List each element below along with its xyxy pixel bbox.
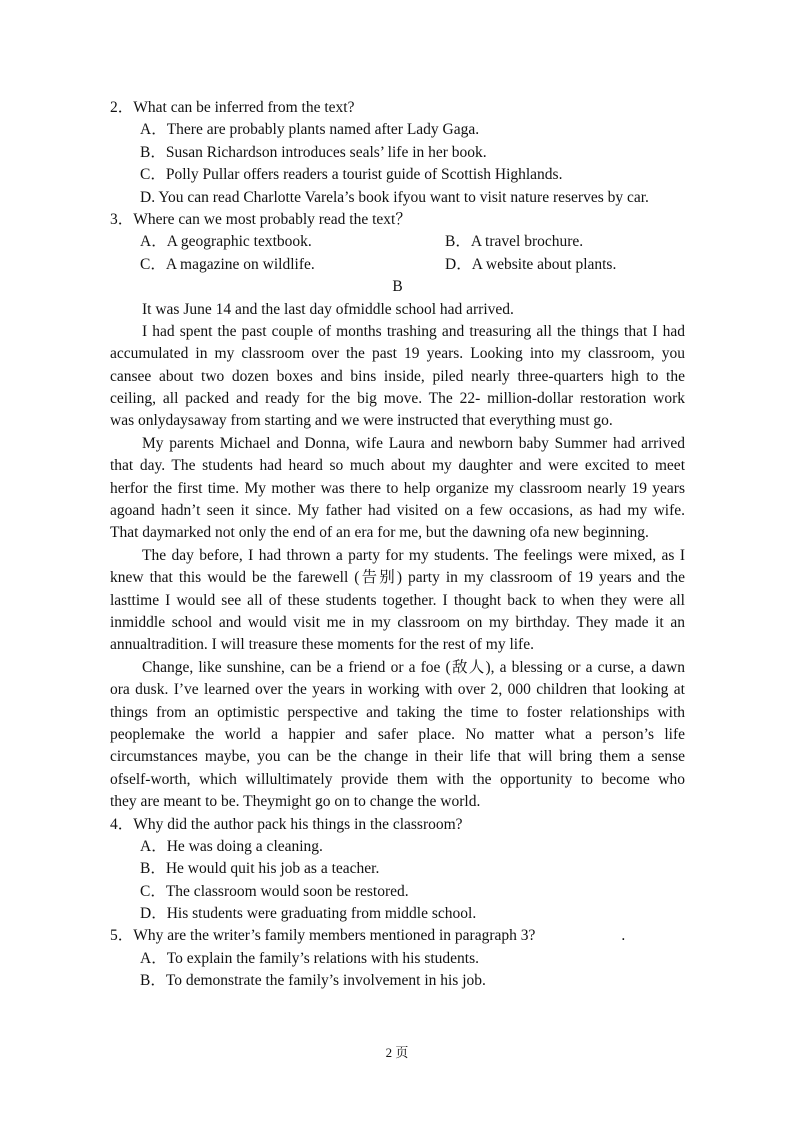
- passage-line: inmiddle school and would visit me in my classroom on my birthday. They made it an: [110, 613, 685, 631]
- question-2-stem: 2．What can be inferred from the text?: [110, 99, 355, 116]
- question-3-option-d: D．A website about plants.: [445, 255, 617, 273]
- question-5-stem: 5．Why are the writer’s family members mentioned in paragraph 3?: [110, 927, 536, 945]
- question-5-stem-tail: .: [621, 927, 626, 945]
- question-3-options-row-2: [110, 254, 685, 276]
- passage-line: lasttime I would see all of these students together. I thought back to when they were all: [110, 591, 685, 609]
- question-5-row: [110, 925, 685, 947]
- passage-line: The day before, I had thrown a party for my students. The feelings were mixed, as I: [142, 546, 685, 564]
- question-2-option-b: B．Susan Richardson introduces seals’ life in her book.: [140, 143, 487, 161]
- page-number: 2 页: [385, 1045, 409, 1060]
- question-4-option-b: B．He would quit his job as a teacher.: [140, 860, 380, 878]
- passage-line: I had spent the past couple of months trashing and treasuring all the things that I had: [142, 322, 685, 340]
- question-5-option-a: A．To explain the family’s relations with his students.: [140, 949, 480, 967]
- question-2-option-d: D. You can read Charlotte Varela’s book ifyou want to visit nature reserves by car.: [140, 188, 649, 206]
- question-4-option-c: C．The classroom would soon be restored.: [140, 882, 409, 900]
- question-4-option-a: A．He was doing a cleaning.: [140, 837, 323, 855]
- passage-line: they are meant to be. Theymight go on to change the world.: [110, 793, 481, 811]
- question-2-option-a: A．There are probably plants named after Lady Gaga.: [140, 121, 480, 139]
- passage-heading: B: [392, 278, 403, 296]
- passage-line: peoplemake the world a happier and safer place. No matter what a person’s life: [110, 725, 685, 743]
- question-3-option-a: A．A geographic textbook.: [140, 233, 312, 251]
- passage-line: agoand hadn’t seen it since. My father had visited on a few occasions, as had my wife.: [110, 502, 685, 520]
- question-4-stem: 4．Why did the author pack his things in the classroom?: [110, 815, 463, 833]
- passage-line: ora dusk. I’ve learned over the years in working with over 2, 000 children that looking at: [110, 681, 685, 699]
- passage-line: that day. The students had heard so much about my daughter and were excited to meet: [110, 457, 685, 475]
- passage-line: accumulated in my classroom over the past 19 years. Looking into my classroom, you: [110, 345, 685, 363]
- passage-line: things from an optimistic perspective and taking the time to foster relationships with: [110, 703, 685, 721]
- passage-line: ofself-worth, which willultimately provide them with the opportunity to become who: [110, 770, 685, 788]
- question-3-option-b: B．A travel brochure.: [445, 233, 584, 251]
- passage-line: That daymarked not only the end of an era for me, but the dawning ofa new beginning.: [110, 524, 649, 542]
- question-4-option-d: D．His students were graduating from middle school.: [140, 905, 477, 923]
- passage-line: Change, like sunshine, can be a friend or a foe (敌人), a blessing or a curse, a dawn: [142, 658, 685, 676]
- passage-line: cansee about two dozen boxes and bins inside, piled nearly three-quarters high to the: [110, 367, 685, 385]
- passage-line: was onlydaysaway from starting and we were instructed that everything must go.: [110, 412, 613, 430]
- question-2-option-c: C．Polly Pullar offers readers a tourist guide of Scottish Highlands.: [140, 166, 563, 184]
- question-5-option-b: B．To demonstrate the family’s involvement in his job.: [140, 972, 486, 990]
- page-content: [110, 97, 685, 993]
- passage-line: circumstances maybe, you can be the change in their life that will bring them a sense: [110, 748, 685, 766]
- passage-line: herfor the first time. My mother was there to help organize my classroom nearly 19 years: [110, 479, 685, 497]
- passage-line: ceiling, all packed and ready for the big move. The 22- million-dollar restoration work: [110, 390, 685, 408]
- passage-line: My parents Michael and Donna, wife Laura and newborn baby Summer had arrived: [142, 434, 685, 452]
- passage-line: It was June 14 and the last day ofmiddle school had arrived.: [142, 300, 514, 318]
- question-3-options-row-1: [110, 231, 685, 253]
- passage-line: annualtradition. I will treasure these moments for the rest of my life.: [110, 636, 534, 654]
- question-3-stem: 3．Where can we most probably read the text？: [110, 210, 411, 228]
- passage-line: knew that this would be the farewell (告别) party in my classroom of 19 years and the: [110, 569, 685, 587]
- question-3-option-c: C．A magazine on wildlife.: [140, 255, 315, 273]
